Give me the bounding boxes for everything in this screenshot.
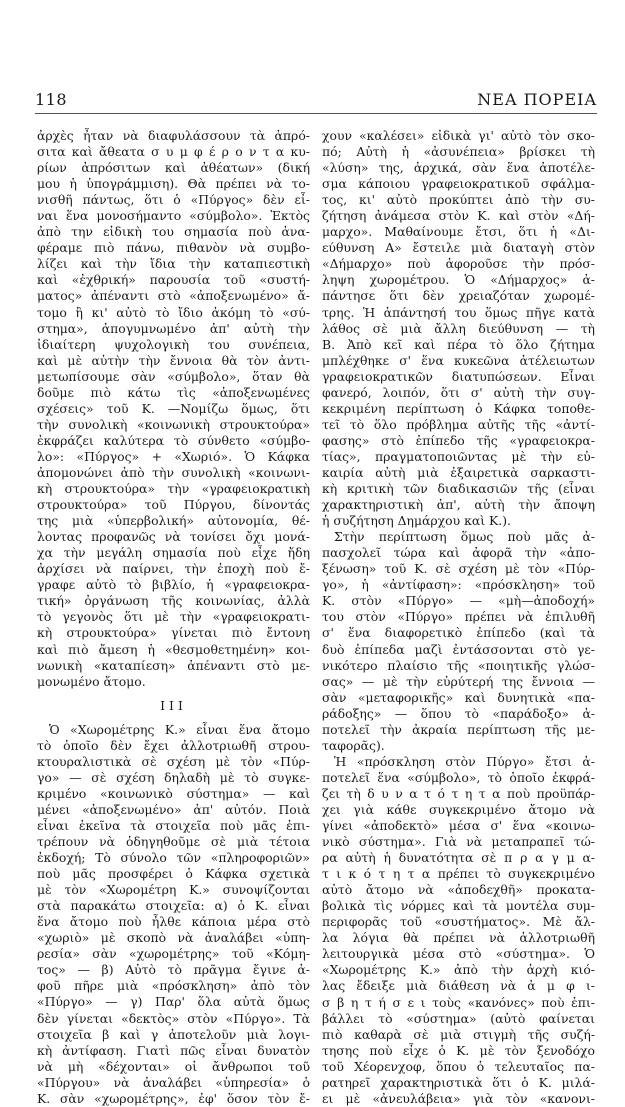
text-line: ξένωση» τοῦ Κ. σὲ σχέση μὲ τὸν «Πύρ- xyxy=(322,561,595,577)
text-line: Β. Ἀπὸ κεῖ καὶ πέρα τὸ ὅλο ζήτημα xyxy=(322,336,595,352)
text-line: χαρακτηριστικὴ ἀπ', αὐτὴ τὴν ἄποψη xyxy=(322,497,595,513)
text-line: τρέπουν νὰ ὁδηγηθοῦμε σὲ μιὰ τέτοια xyxy=(37,834,310,850)
text-line: νὰ μὴ «δέχονται» οἱ ἄνθρωποι τοῦ xyxy=(37,1058,310,1074)
text-line: ματος» ἀπέναντι στὸ «ἀποξενωμένο» ἄ- xyxy=(37,288,310,304)
text-line: γίνει «ἀποδεκτὸ» μέσα σ' ἕνα «κοινω- xyxy=(322,818,595,834)
text-line: χουν «καλέσει» εἰδικὰ γι' αὐτὸ τὸν σκο- xyxy=(322,128,595,143)
text-line: μετωπίσουμε σὰν «σύμβολο», ὅταν θὰ xyxy=(37,368,310,384)
text-line: σ β η τ ή σ ε ι τοὺς «κανόνες» ποὺ ἐπι- xyxy=(322,994,595,1010)
text-line: φέραμε πιὸ πάνω, πιθανὸν νὰ συμβο- xyxy=(37,240,310,256)
text-line: ληψη χωρομέτρου. Ὁ «Δήμαρχος» ἀ- xyxy=(322,272,595,288)
text-line: καιρία αὐτὴ μιὰ ἐξαιρετικὰ σαρκαστι- xyxy=(322,464,595,480)
text-line: εύθυνση Α» ἔστειλε μιὰ διαταγὴ στὸν xyxy=(322,240,595,256)
text-line: φοῦ πῆρε μιὰ «πρόσκληση» ἀπὸ τὸν xyxy=(37,978,310,994)
text-line: Κ. σὰν «χωρομέτρης», ἐφ' ὅσον τὸν ἔ- xyxy=(37,1090,310,1106)
text-line: μονωμένο ἄτομο. xyxy=(37,673,146,689)
text-line: τρης. Ἡ ἀπάντησή του ὅμως πῆγε κατὰ xyxy=(322,304,595,320)
text-line: «Χωρομέτρης Κ.» ἀπὸ τὴν ἀρχὴ κιό- xyxy=(322,962,595,978)
text-line: γο» — σὲ σχέση δηλαδὴ μὲ τὸ συγκε- xyxy=(37,769,310,785)
text-line: κριμένο «κοινωνικὸ σύστημα» — καὶ xyxy=(37,785,310,801)
text-line: τὴν συνολικὴ «κοινωνικὴ στρουκτούρα» xyxy=(37,416,310,432)
text-line: γραφε αὐτὸ τὸ βιβλίο, ἡ «γραφειοκρα- xyxy=(37,577,310,593)
text-line: ρατηρεῖ χαρακτηριστικὰ ὅτι ὁ Κ. μιλά- xyxy=(322,1074,595,1090)
text-line: της μιὰ «ὑπερβολική» αὐτονομία, θέ- xyxy=(37,513,310,529)
text-line: νικότερο πλαίσιο τῆς «ποιητικῆς γλώσ- xyxy=(322,657,595,673)
text-line: πασχολεῖ τώρα καὶ ἀφορᾶ τὴν «ἀπο- xyxy=(322,545,595,561)
text-line: τομο ἢ κι' αὐτὸ τὸ ἴδιο ἀκόμη τὸ «σύ- xyxy=(37,304,310,320)
text-line: ἀπὸ την εἰδικὴ του σημασία ποὺ ἀνα- xyxy=(37,224,310,240)
text-line: σιτα καὶ ἄθεατα σ υ μ φ έ ρ ο ν τ α κυ- xyxy=(37,144,310,160)
text-line: ει μὲ «ἀνευλάβεια» γιὰ τὸν «κανονι- xyxy=(322,1090,595,1106)
text-line: νισθῆ πάντως, ὅτι ὁ «Πύργος» δὲν εἶ- xyxy=(37,192,310,208)
text-line: στοιχεῖα β καὶ γ ἀποτελοῦν μιὰ λογι- xyxy=(37,1026,310,1042)
text-line: ράδοξης» — ὅπου τὸ «παράδοξο» ἀ- xyxy=(322,705,595,721)
page-number: 118 xyxy=(35,90,68,109)
running-header-title: ΝΕΑ ΠΟΡΕΙΑ xyxy=(477,90,597,109)
text-line: τος, κι' αὐτὸ προκύπτει ἀπὸ τὴν συ- xyxy=(322,192,595,208)
text-line: ἀπομονώνει ἀπὸ τὴν συνολικὴ «κοινωνι- xyxy=(37,464,310,480)
text-line: ζει τὴ δ υ ν α τ ό τ η τ α ποὺ προϋπάρ- xyxy=(322,785,595,801)
text-line: χει γιὰ κάθε συγκεκριμένο ἄτομο νὰ xyxy=(322,801,595,817)
text-line: ἡ συζήτηση Δημάρχου καὶ Κ.). xyxy=(322,513,511,529)
text-line: «χωριὸ» μὲ σκοπὸ νὰ ἀναλάβει «ὑπη- xyxy=(37,930,310,946)
text-line: περιφορᾶς τοῦ «συστήματος». Μὲ ἄλ- xyxy=(322,914,595,930)
text-line: χα τὴν μεγάλη σημασία ποὺ εἶχε ἤδη xyxy=(37,545,310,561)
text-line: ρεσία» σὰν «χωρομέτρης» τοῦ «Κόμη- xyxy=(37,946,310,962)
text-line: ναι ἕνα μονοσήμαντο «σύμβολο». Ἐκτὸς xyxy=(37,208,310,224)
text-line: κὴ στρουκτούρα» τὴν «γραφειοκρατικὴ xyxy=(37,481,310,497)
section-numeral: III xyxy=(160,697,187,713)
left-text-column xyxy=(37,128,310,1107)
text-line: στημα», ἀπογυμνωμένο ἀπ' αὐτὴ τὴν xyxy=(37,320,310,336)
text-line: κὴ κριτικὴ τῶν διαδικασιῶν τῆς (εἶναι xyxy=(322,481,595,497)
text-line: καὶ πιὸ ἄμεση ἡ «θεσμοθετημένη» κοι- xyxy=(37,641,310,657)
text-line: σὰν «μεταφορικῆς» καὶ δυνητικὰ «πα- xyxy=(322,689,595,705)
text-line: «Πύργου» νὰ ἀναλάβει «ὑπηρεσία» ὁ xyxy=(37,1074,310,1090)
text-line: δυὸ ἐπίπεδα μαζὶ ἐντάσσονται στὸ γε- xyxy=(322,641,595,657)
header-rule xyxy=(35,113,597,114)
text-line: μπλέχθηκε σ' ἕνα κυκεῶνα ἀτέλειωτων xyxy=(322,352,595,368)
text-line: πό; Αὐτὴ ἡ «ἀσυνέπεια» βρίσκει τὴ xyxy=(322,144,595,160)
text-line: λάθος σὲ μιὰ ἄλλη διεύθυνση — τὴ xyxy=(322,320,595,336)
text-line: ρίων ἀπρόσιτων καὶ ἀθέατων» (δική xyxy=(37,160,310,176)
text-line: Ἡ «πρόσκληση στὸν Πύργο» ἔτσι ἀ- xyxy=(334,753,595,769)
text-line: εἶναι ἐκεῖνα τὰ στοιχεῖα ποὺ μᾶς ἐπι- xyxy=(37,817,310,833)
text-line: τος» — β) Αὐτὸ τὸ πρᾶγμα ἔγινε ἀ- xyxy=(37,962,310,978)
text-line: πιὸ καθαρὰ σὲ μιὰ στιγμὴ τῆς συζή- xyxy=(322,1026,595,1042)
text-line: «λύση» της, ἀρχικά, σὰν ἕνα ἀποτέλε- xyxy=(322,160,595,176)
text-line: τὸ γεγονὸς ὅτι μὲ τὴν «γραφειοκρατι- xyxy=(37,609,310,625)
text-line: τική» ὀργάνωση τῆς κοινωνίας, ἀλλὰ xyxy=(37,593,310,609)
text-line: νικὸ σύστημα». Γιὰ νὰ μεταπραπεῖ τώ- xyxy=(322,834,595,850)
text-line: τὸ ὁποῖο δὲν ἔχει ἀλλοτριωθῆ στρου- xyxy=(37,737,310,753)
text-line: λειτουργικὰ μέσα στὸ «σύστημα». Ὁ xyxy=(322,946,595,962)
right-text-column xyxy=(322,128,595,1107)
text-line: ταφορᾶς). xyxy=(322,737,385,753)
text-line: κὴ στρουκτούρα» γίνεται πιὸ ἔντονη xyxy=(37,625,310,641)
text-line: ἕνα ἄτομο ποὺ ἦλθε κάποια μέρα στὸ xyxy=(37,914,310,930)
text-line: λίζει καὶ τὴν ἴδια τὴν καταπιεστικὴ xyxy=(37,256,310,272)
text-line: «Πύργο» — γ) Παρ' ὅλα αὐτὰ ὅμως xyxy=(37,994,310,1010)
text-line: λα λόγια θὰ πρέπει νὰ ἀλλοτριωθῆ xyxy=(322,930,595,946)
text-line: ἐκδοχή; Τὸ σύνολο τῶν «πληροφοριῶν» xyxy=(37,850,310,866)
text-line: ζήτηση ἀνάμεσα στὸν Κ. καὶ στὸν «Δή- xyxy=(322,208,595,224)
text-line: δὲν γίνεται «δεκτὸς» στὸν «Πύργο». Τὰ xyxy=(37,1010,310,1026)
text-line: φασης» στὸ ἐπίπεδο τῆς «γραφειοκρα- xyxy=(322,432,595,448)
text-line: Ὁ «Χωρομέτρης Κ.» εἶναι ἕνα ἄτομο xyxy=(49,721,310,737)
text-line: κτουραλιστικὰ σὲ σχέση μὲ τὸν «Πύρ- xyxy=(37,753,310,769)
text-line: ἀρχίσει νὰ παίρνει, τὴν ἐποχὴ ποὺ ἔ- xyxy=(37,561,310,577)
text-line: τ ι κ ό τ η τ α πρέπει τὸ συγκεκριμένο xyxy=(322,866,595,882)
text-line: κεκριμένη περίπτωση ὁ Κάφκα τοποθε- xyxy=(322,400,595,416)
text-line: βολικὰ τὶς νόρμες καὶ τὰ μοντέλα συμ- xyxy=(322,898,595,914)
text-line: ἰδιαίτερη ψυχολογικὴ του συνέπεια, xyxy=(37,336,310,352)
text-line: δοῦμε πιὸ κάτω τὶς «ἀποξενωμένες xyxy=(37,384,310,400)
text-line: νωνικὴ «καταπίεση» ἀπέναντι στὸ με- xyxy=(37,657,310,673)
text-line: καὶ «ἐχθρική» παρουσία τοῦ «συστή- xyxy=(37,272,310,288)
text-line: σ' ἕνα διαφορετικὸ ἐπίπεδο (καὶ τὰ xyxy=(322,625,595,641)
text-line: ποτελεῖ ἕνα «σύμβολο», τὸ ὁποῖο ἐκφρά- xyxy=(322,769,595,785)
text-line: αὐτὸ ἄτομο νὰ «ἀποδεχθῆ» προκατα- xyxy=(322,882,595,898)
text-line: βάλλει τὸ «σύστημα» (αὐτὸ φαίνεται xyxy=(322,1010,595,1026)
text-line: λοντας προφανῶς νὰ τονίσει ὄχι μονά- xyxy=(37,529,310,545)
text-line: μὲ τὸν «Χωρομέτρη Κ.» συνοψίζονται xyxy=(37,882,310,898)
text-line: σμα κάποιου γραφειοκρατικοῦ σφάλμα- xyxy=(322,176,595,192)
text-line: μαρχο». Μαθαίνουμε ἔτσι, ὅτι ἡ «Δι- xyxy=(322,224,595,240)
text-line: λας ἔδειξε μιὰ διάθεση νὰ ἀ μ φ ι- xyxy=(322,978,595,994)
text-line: τησης ποὺ εἶχε ὁ Κ. μὲ τὸν ξενοδόχο xyxy=(322,1042,595,1058)
text-line: κὴ ἀντίφαση. Γιατὶ πῶς εἶναι δυνατὸν xyxy=(37,1042,310,1058)
text-line: τεῖ τὸ ὅλο πρόβλημα αὐτῆς τῆς «ἀντί- xyxy=(322,416,595,432)
text-line: ποτελεῖ τὴν ἀκραία περίπτωση τῆς με- xyxy=(322,721,595,737)
text-line: γο», ἡ «ἀντίφαση»: «πρόσκληση» τοῦ xyxy=(322,577,595,593)
text-line: ποὺ μᾶς προσφέρει ὁ Κάφκα σχετικὰ xyxy=(37,866,310,882)
text-line: τοῦ Χέορενχοφ, ὅπου ὁ τελευταῖος πα- xyxy=(322,1058,595,1074)
text-line: ἐκφράζει καλύτερα τὸ σύνθετο «σύμβο- xyxy=(37,432,310,448)
text-line: Κ. στὸν «Πύργο» — «μὴ—ἀποδοχή» xyxy=(322,593,595,609)
text-line: ἀρχὲς ἦταν νὰ διαφυλάσσουν τὰ ἀπρό- xyxy=(37,128,310,143)
text-line: σας» — μὲ τὴν εὐρύτερή της ἔννοια — xyxy=(322,673,595,689)
text-line: στρουκτούρα» τοῦ Πύργου, δίνοντάς xyxy=(37,497,310,513)
text-line: μου ἡ ὑπογράμμιση). Θὰ πρέπει νὰ το- xyxy=(37,176,310,192)
text-line: μένει «ἀποξενωμένο» ἀπ' αὐτόν. Ποιὰ xyxy=(37,801,310,817)
text-line: πάντησε ὅτι δὲν χρειαζόταν χωρομέ- xyxy=(322,288,595,304)
text-line: λο»: «Πύργος» + «Χωριό». Ὁ Κάφκα xyxy=(37,448,310,464)
text-line: ρα αὐτὴ ἡ δυνατότητα σὲ π ρ α γ μ α- xyxy=(322,850,595,866)
text-line: στὰ παρακάτω στοιχεῖα: α) ὁ Κ. εἶναι xyxy=(37,898,310,914)
text-line: του στὸν «Πύργο» πρέπει νὰ ἐπιλυθῆ xyxy=(322,609,595,625)
text-line: φανερό, λοιπόν, ὅτι σ' αὐτὴ τὴν συγ- xyxy=(322,384,595,400)
text-line: τίας», πραγματοποιῶντας μὲ τὴν εὐ- xyxy=(322,448,595,464)
text-line: σχέσεις» τοῦ Κ. —Νομίζω ὅμως, ὅτι xyxy=(37,400,310,416)
text-line: καὶ μὲ αὐτὴν τὴν ἔννοια θὰ τὸν ἀντι- xyxy=(37,352,310,368)
text-line: Στὴν περίπτωση ὅμως ποὺ μᾶς ἀ- xyxy=(334,529,595,545)
text-line: γραφειοκρατικῶν διατυπώσεων. Εἶναι xyxy=(322,368,595,384)
text-line: «Δήμαρχο» ποὺ ἀφοροῦσε τὴν πρόσ- xyxy=(322,256,595,272)
